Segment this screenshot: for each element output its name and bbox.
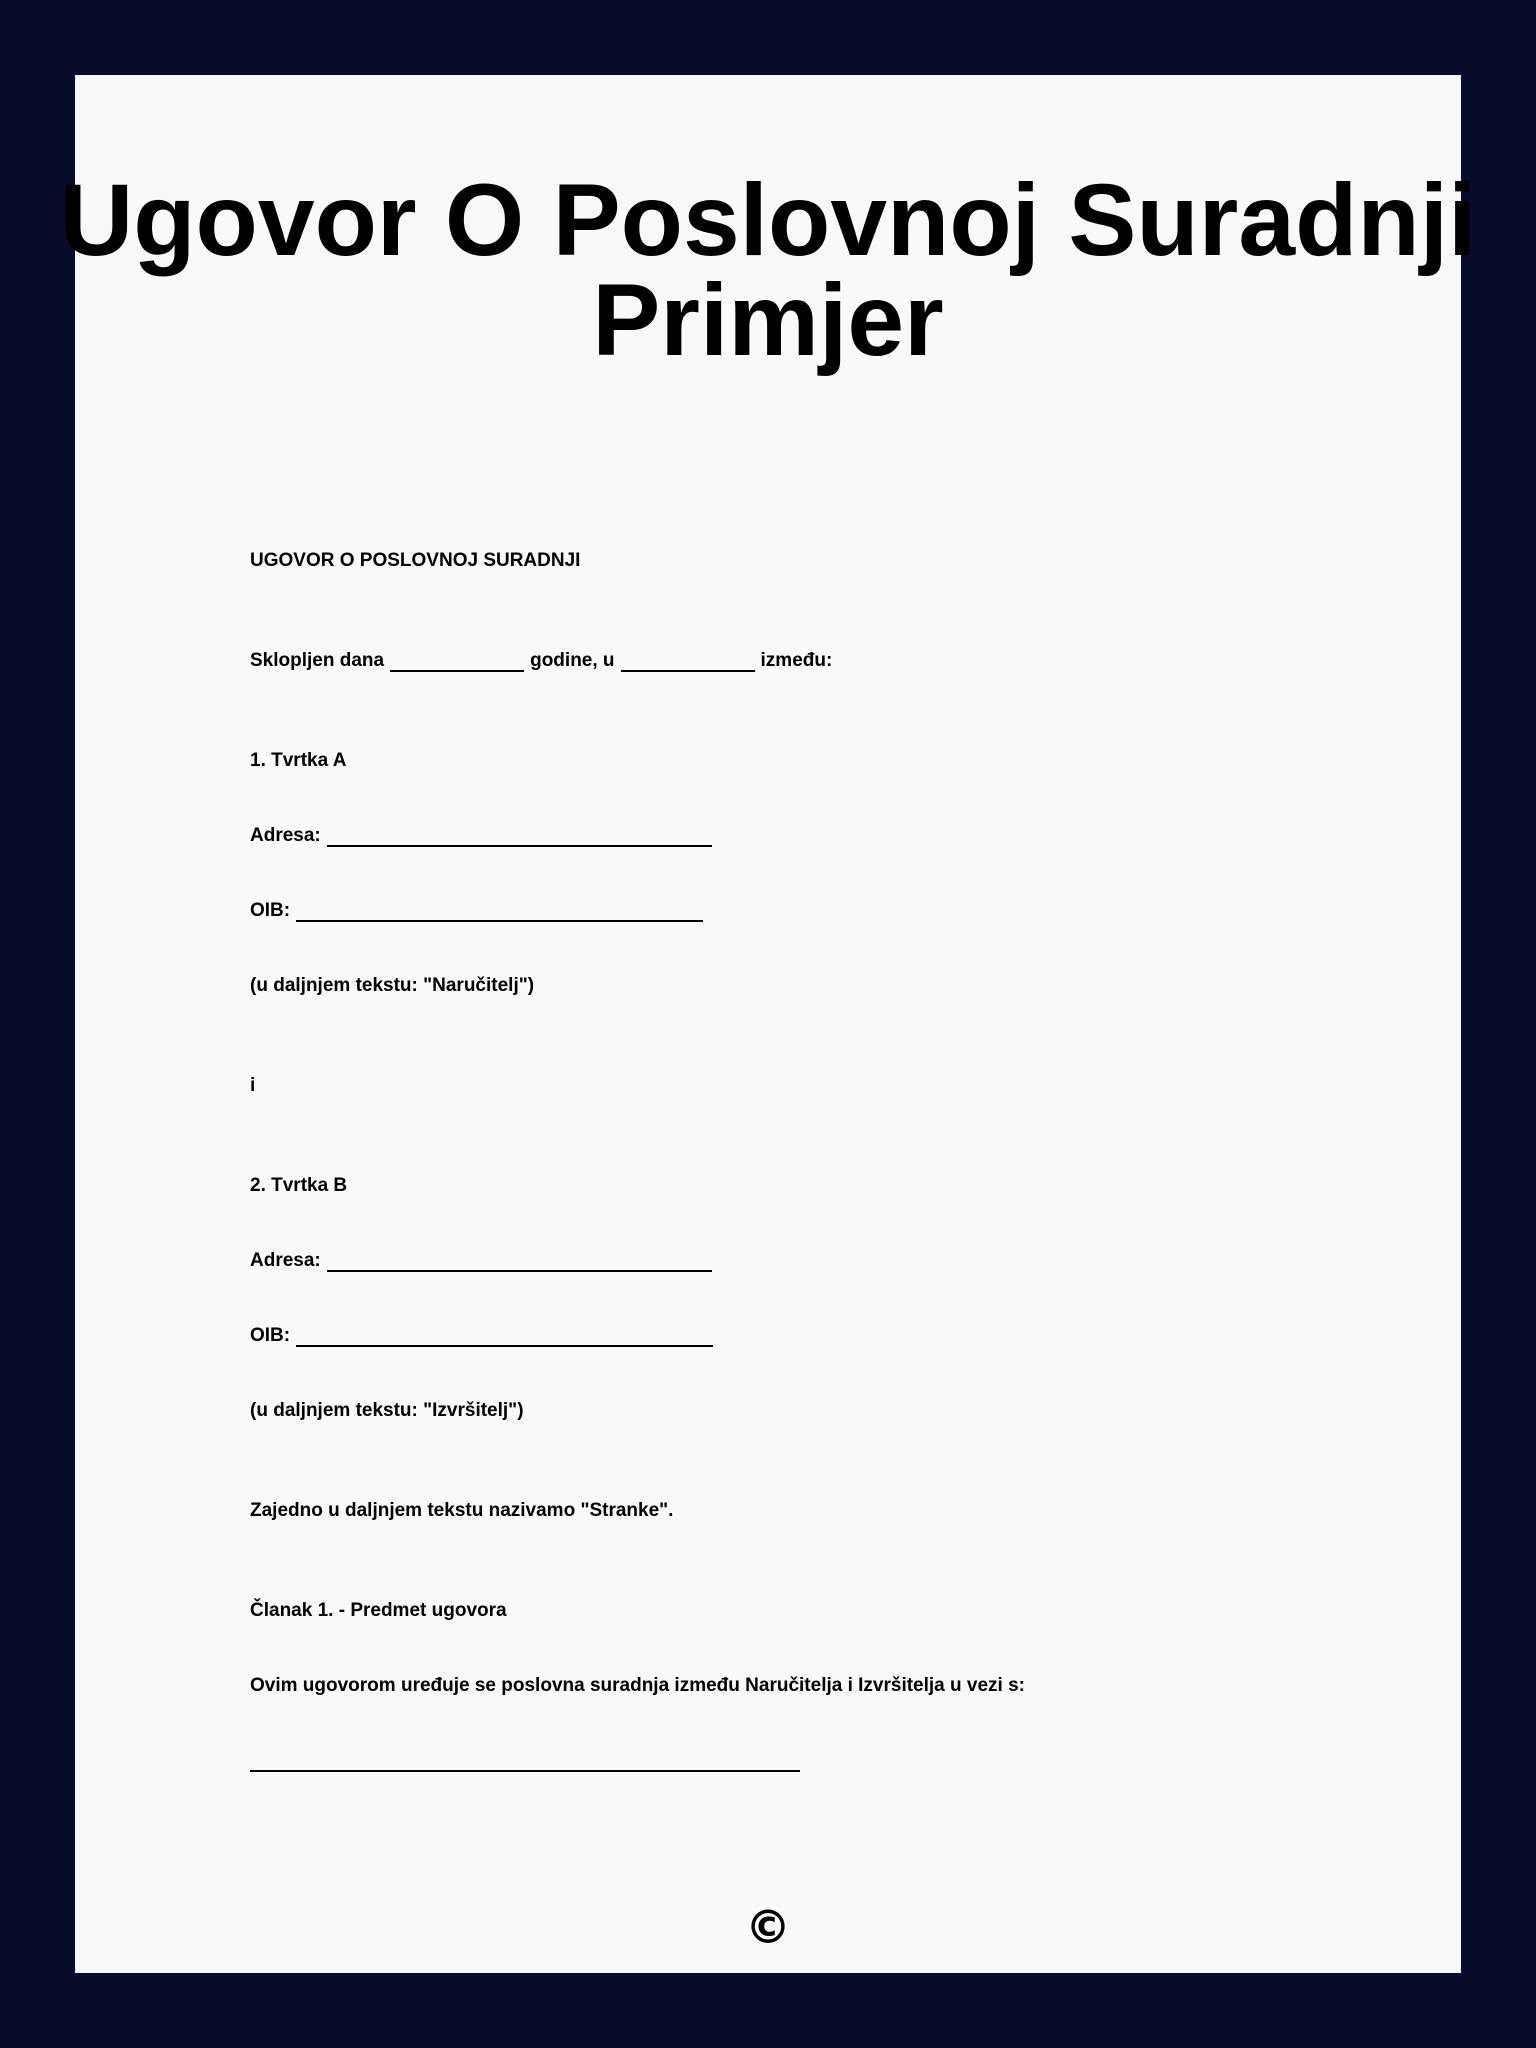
concluded-suffix: između: bbox=[760, 650, 833, 671]
party-a-oib bbox=[250, 899, 703, 923]
together-clause: Zajedno u daljnjem tekstu nazivamo "Stranke". bbox=[250, 1500, 674, 1521]
place-blank[interactable] bbox=[621, 670, 755, 672]
party-b-address-label: Adresa: bbox=[250, 1250, 321, 1271]
article-1-subject bbox=[250, 1749, 800, 1773]
contract-heading: UGOVOR O POSLOVNOJ SURADNJI bbox=[250, 550, 581, 571]
party-b-address bbox=[250, 1249, 712, 1273]
party-a-oib-blank[interactable] bbox=[296, 920, 703, 922]
party-b-oib-blank[interactable] bbox=[296, 1345, 713, 1347]
article-1-heading: Članak 1. - Predmet ugovora bbox=[250, 1600, 507, 1621]
article-1-text: Ovim ugovorom uređuje se poslovna suradnja između Naručitelja i Izvršitelja u vezi s: bbox=[250, 1675, 1026, 1696]
party-a-address bbox=[250, 824, 712, 848]
article-1-subject-blank[interactable] bbox=[250, 1770, 800, 1772]
party-b-oib bbox=[250, 1324, 713, 1348]
party-b-name: 2. Tvrtka B bbox=[250, 1175, 348, 1196]
party-a-name: 1. Tvrtka A bbox=[250, 750, 347, 771]
party-a-oib-label: OIB: bbox=[250, 900, 291, 921]
copyright-symbol: © bbox=[745, 1900, 791, 1954]
concluded-mid: godine, u bbox=[530, 650, 615, 671]
party-a-role: (u daljnjem tekstu: "Naručitelj") bbox=[250, 975, 535, 996]
document-title: Ugovor O Poslovnoj Suradnji Primjer bbox=[59, 163, 1477, 377]
party-b-role: (u daljnjem tekstu: "Izvršitelj") bbox=[250, 1400, 524, 1421]
date-blank[interactable] bbox=[390, 670, 524, 672]
conjunction: i bbox=[250, 1075, 256, 1096]
party-a-address-label: Adresa: bbox=[250, 825, 321, 846]
concluded-line bbox=[250, 649, 832, 673]
concluded-prefix: Sklopljen dana bbox=[250, 650, 385, 671]
party-b-address-blank[interactable] bbox=[327, 1270, 712, 1272]
party-a-address-blank[interactable] bbox=[327, 845, 712, 847]
party-b-oib-label: OIB: bbox=[250, 1325, 291, 1346]
